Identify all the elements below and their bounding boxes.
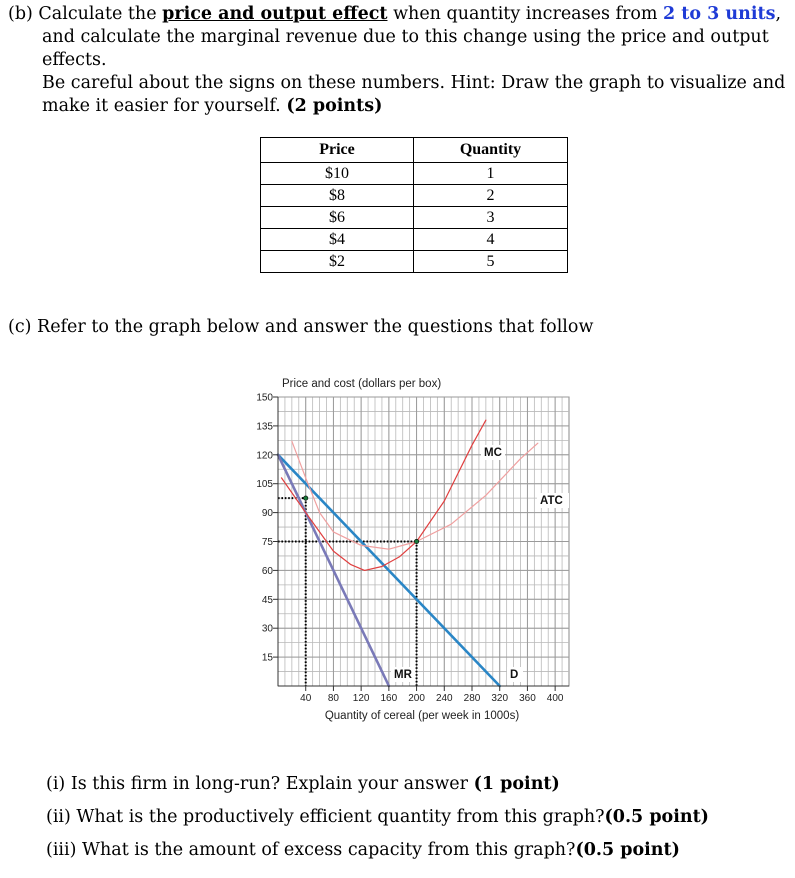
part-b-line4	[8, 95, 788, 118]
monopolistic-competition-chart	[238, 364, 588, 726]
x-axis-title: Quantity of cereal (per week in 1000s)	[324, 710, 520, 722]
question-ii-points: (0.5 point)	[604, 807, 709, 827]
table-row	[261, 163, 568, 185]
part-b-line4-text: make it easier for yourself.	[42, 96, 287, 116]
quantity-range-highlight: 2 to 3 units	[663, 4, 776, 24]
question-ii	[46, 807, 709, 827]
curve-label-mc: MC	[484, 447, 502, 459]
part-b-line1-middle: when quantity increases from	[387, 4, 664, 24]
x-tick-label: 400	[546, 693, 564, 704]
table-cell-quantity: 3	[414, 207, 568, 229]
table-cell-price: $4	[261, 229, 414, 251]
table-row	[261, 251, 568, 273]
chart-grid	[278, 397, 569, 686]
table-cell-price: $10	[261, 163, 414, 185]
y-tick-label: 45	[261, 594, 273, 606]
x-tick-label: 120	[352, 693, 370, 704]
y-tick-label: 75	[261, 537, 273, 548]
y-tick-label: 150	[256, 392, 273, 404]
y-tick-label: 120	[256, 450, 273, 462]
x-tick-label: 240	[435, 693, 453, 704]
question-iii	[46, 840, 680, 860]
intersection-point	[414, 539, 418, 543]
x-tick-label: 360	[519, 693, 536, 704]
part-b-line2: and calculate the marginal revenue due to this change using the price and output effects.	[42, 27, 769, 70]
table-row	[261, 229, 568, 251]
table-header-row	[261, 138, 568, 163]
y-tick-label: 30	[261, 623, 273, 635]
y-tick-label: 15	[261, 652, 273, 664]
part-b-line1-start: (b) Calculate the	[8, 4, 163, 24]
question-i-text: (i) Is this firm in long-run? Explain your answer	[46, 774, 474, 794]
x-tick-label: 280	[463, 693, 481, 704]
table-row	[261, 185, 568, 207]
part-c-heading: (c) Refer to the graph below and answer the questions that follow	[8, 317, 594, 337]
y-tick-label: 60	[261, 565, 273, 577]
intersection-point	[304, 496, 308, 500]
question-i	[46, 774, 560, 794]
y-tick-label: 135	[256, 421, 273, 433]
x-tick-label: 200	[408, 693, 425, 704]
table-cell-price: $6	[261, 207, 414, 229]
part-b-line3: Be careful about the signs on these numbers. Hint: Draw the graph to visualize and	[42, 73, 786, 93]
x-tick-label: 80	[327, 693, 339, 704]
part-b-question	[8, 3, 788, 118]
y-tick-label: 90	[261, 508, 273, 520]
y-axis-title: Price and cost (dollars per box)	[282, 378, 442, 390]
table-cell-quantity: 2	[414, 185, 568, 207]
price-output-effect-term: price and output effect	[162, 4, 388, 24]
price-quantity-table	[260, 137, 568, 273]
curve-label-d: D	[510, 669, 519, 681]
table-cell-quantity: 5	[414, 251, 568, 273]
part-b-points: (2 points)	[286, 96, 383, 116]
table-cell-quantity: 4	[414, 229, 568, 251]
question-iii-points: (0.5 point)	[575, 840, 680, 860]
table-cell-price: $8	[261, 185, 414, 207]
table-cell-quantity: 1	[414, 163, 568, 185]
part-b-line1-end: ,	[775, 4, 782, 24]
x-tick-label: 160	[380, 693, 398, 704]
table-header-quantity: Quantity	[414, 138, 568, 163]
table-header-price: Price	[261, 138, 414, 163]
table-cell-price: $2	[261, 251, 414, 273]
y-tick-label: 105	[256, 479, 273, 491]
table-row	[261, 207, 568, 229]
question-i-points: (1 point)	[473, 774, 560, 794]
x-tick-label: 40	[300, 693, 312, 704]
curve-label-mr: MR	[394, 669, 412, 681]
question-iii-text: (iii) What is the amount of excess capacity from this graph?	[46, 840, 576, 860]
x-tick-label: 320	[491, 693, 509, 704]
question-ii-text: (ii) What is the productively efficient quantity from this graph?	[46, 807, 605, 827]
curve-label-atc: ATC	[540, 495, 563, 507]
